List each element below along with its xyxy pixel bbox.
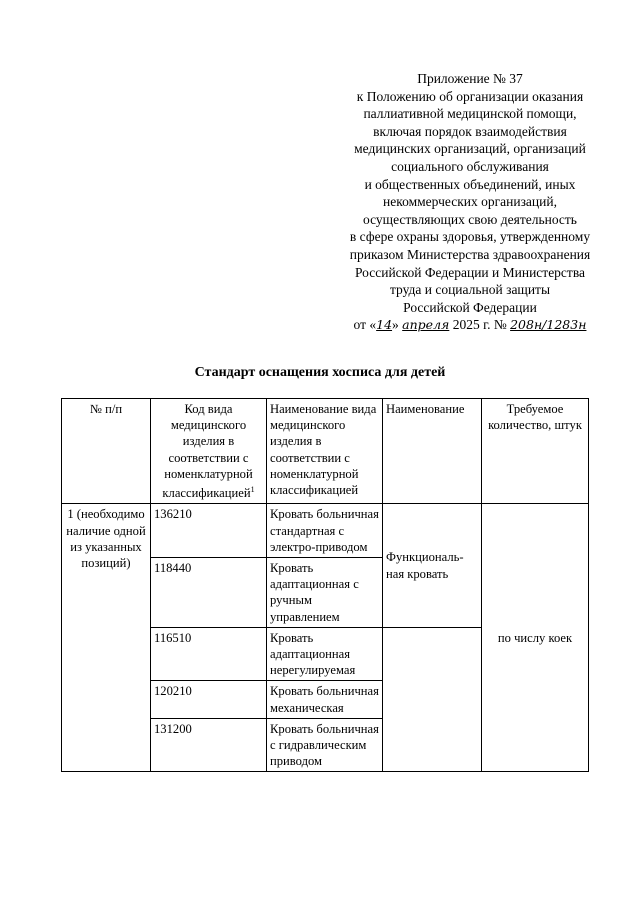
header-line: Российской Федерации и Министерства: [354, 264, 586, 280]
header-line: осуществляющих свою деятельность: [363, 211, 577, 227]
table-header-row: [62, 399, 589, 504]
group-name: Функциональ-ная кровать: [383, 504, 482, 627]
row-code: 136210: [151, 504, 267, 558]
table-row: [62, 504, 589, 558]
equipment-table: [61, 398, 589, 772]
col-header-name: Наименование: [383, 399, 482, 504]
header-line: в сфере охраны здоровья, утвержденному: [349, 229, 591, 245]
date-day: 14: [376, 317, 393, 333]
row-code: 131200: [151, 718, 267, 772]
footnote-mark: 1: [250, 485, 255, 495]
header-line: некоммерческих организаций,: [383, 194, 557, 210]
header-line: труда и социальной защиты: [389, 282, 551, 298]
group-number: 1 (необходимо наличие одной из указанных позиций): [62, 504, 151, 772]
header-line: Российской Федерации: [403, 299, 537, 315]
row-nm-name: Кровать больничная стандартная с электро-приводом: [267, 504, 383, 558]
header-line: и общественных объединений, иных: [364, 176, 576, 192]
header-line: приказом Министерства здравоохранения: [349, 246, 591, 262]
col-header-code: [151, 399, 267, 504]
order-date-line: [320, 316, 620, 334]
header-line: медицинских организаций, организаций: [354, 141, 586, 157]
header-line: паллиативной медицинской помощи,: [363, 106, 577, 122]
header-line: Приложение № 37: [417, 71, 523, 86]
date-year: 2025 г. №: [452, 317, 507, 333]
order-number: 208н/1283н: [510, 317, 587, 333]
col-header-number: № п/п: [62, 399, 151, 504]
row-code: 116510: [151, 627, 267, 681]
header-line: к Положению об организации оказания: [356, 88, 584, 104]
col-header-quantity: Требуемое количество, штук: [482, 399, 589, 504]
col-header-nm-name: Наименование вида медицинского изделия в соответствии с номенклатурной классификацией: [267, 399, 383, 504]
row-code: 120210: [151, 681, 267, 718]
group-name-continuation: [383, 627, 482, 772]
row-nm-name: Кровать адаптационная с ручным управлением: [267, 558, 383, 628]
header-line: социального обслуживания: [391, 158, 549, 174]
date-month: апреля: [402, 317, 450, 333]
header-line: включая порядок взаимодействия: [373, 123, 567, 139]
appendix-header: [320, 70, 620, 334]
row-nm-name: Кровать больничная механическая: [267, 681, 383, 718]
col-header-code-text: Код вида медицинского изделия в соответствии с номенклатурной классификацией: [162, 402, 253, 501]
row-code: 118440: [151, 558, 267, 628]
date-mid: »: [392, 317, 399, 333]
row-nm-name: Кровать адаптационная нерегулируемая: [267, 627, 383, 681]
group-quantity: по числу коек: [482, 504, 589, 772]
date-prefix: от «: [353, 317, 377, 333]
row-nm-name: Кровать больничная с гидравлическим приводом: [267, 718, 383, 772]
document-title: Стандарт оснащения хосписа для детей: [194, 365, 446, 380]
